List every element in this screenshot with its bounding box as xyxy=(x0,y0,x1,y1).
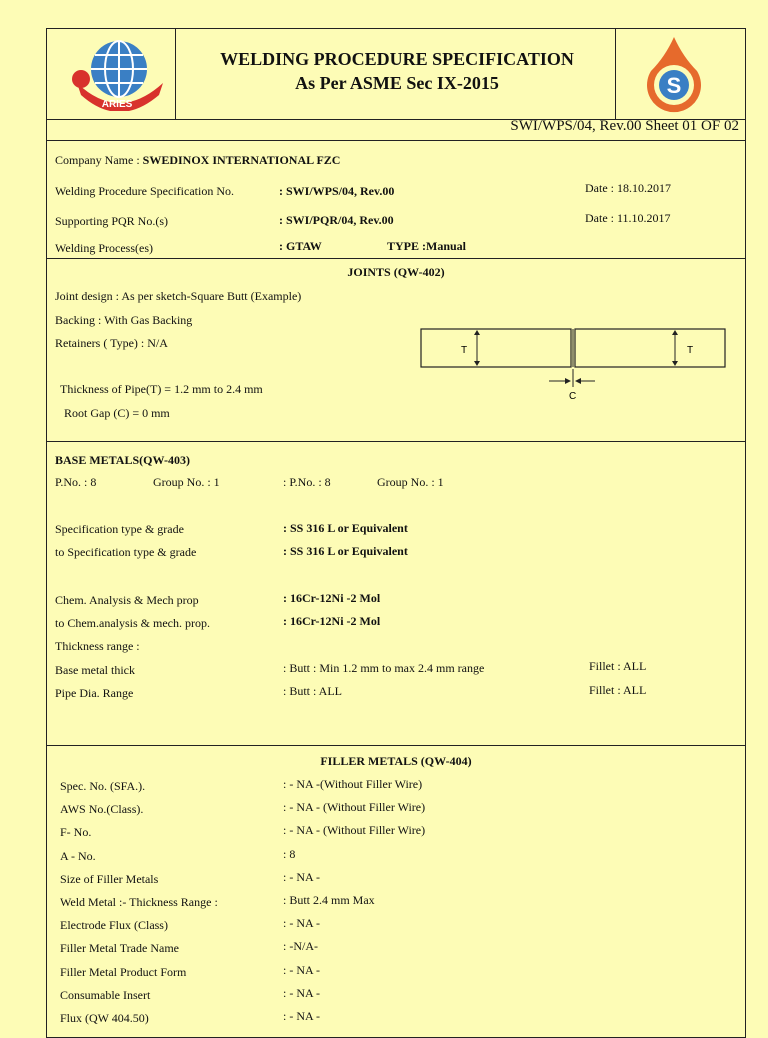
wps-no-label: Welding Procedure Specification No. xyxy=(55,184,234,198)
backing: Backing : With Gas Backing xyxy=(55,313,193,327)
filler-row-label: Filler Metal Trade Name xyxy=(60,941,179,956)
base-thick-label: Base metal thick xyxy=(55,663,135,677)
filler-row-label: Spec. No. (SFA.). xyxy=(60,779,146,793)
pipe-dia-value: : Butt : ALL xyxy=(283,684,343,698)
filler-row-label: Consumable Insert xyxy=(60,987,151,1002)
pipe-dia-label: Pipe Dia. Range xyxy=(55,686,134,700)
chem-analysis-label: Chem. Analysis & Mech prop xyxy=(55,593,199,607)
joint-design: Joint design : As per sketch-Square Butt (Example) xyxy=(55,289,302,303)
swedinox-logo-letter: S xyxy=(666,73,682,98)
pipe-dia-fillet: Fillet : ALL xyxy=(589,683,647,697)
group-1: Group No. : 1 xyxy=(153,475,220,489)
pipe-thickness: Thickness of Pipe(T) = 1.2 mm to 2.4 mm xyxy=(60,382,263,396)
filler-row-value: : - NA - xyxy=(283,916,320,931)
filler-row-label: AWS No.(Class). xyxy=(60,802,144,817)
filler-row-value: : - NA - xyxy=(283,869,320,884)
aries-logo xyxy=(59,33,169,111)
process-label: Welding Process(es) xyxy=(55,241,154,255)
filler-row-value: : - NA - xyxy=(283,985,320,1000)
pqr-no-label: Supporting PQR No.(s) xyxy=(55,214,169,228)
chem-analysis-value: : 16Cr-12Ni -2 Mol xyxy=(283,591,381,605)
company-row xyxy=(55,153,340,168)
filler-row-label: Electrode Flux (Class) xyxy=(60,918,168,933)
filler-row-value: : - NA - xyxy=(283,962,320,977)
filler-row-label: Size of Filler Metals xyxy=(60,871,159,886)
process-value: : GTAW xyxy=(279,239,322,253)
spec-grade-label: Specification type & grade xyxy=(55,522,184,536)
sketch-t-right: T xyxy=(687,345,694,356)
to-chem-analysis-value: : 16Cr-12Ni -2 Mol xyxy=(283,614,381,628)
group-2: Group No. : 1 xyxy=(377,475,444,489)
filler-row-value: : - NA -(Without Filler Wire) xyxy=(283,777,423,791)
page-subtitle: As Per ASME Sec IX-2015 xyxy=(295,73,499,93)
filler-row-label: Filler Metal Product Form xyxy=(60,964,187,979)
filler-row-value: : - NA - xyxy=(283,1009,320,1023)
to-spec-grade-label: to Specification type & grade xyxy=(55,545,197,559)
filler-row-value: : - NA - (Without Filler Wire) xyxy=(283,823,426,838)
to-chem-analysis-label: to Chem.analysis & mech. prop. xyxy=(55,616,210,630)
company-label: Company Name : xyxy=(55,153,140,167)
filler-row-label: A - No. xyxy=(60,848,96,863)
wps-date: Date : 18.10.2017 xyxy=(585,181,671,195)
process-type: TYPE :Manual xyxy=(387,239,467,253)
filler-row-label: Weld Metal :- Thickness Range : xyxy=(60,895,218,909)
sketch-t-left: T xyxy=(461,345,468,356)
joint-sketch xyxy=(419,325,729,405)
pno-1: P.No. : 8 xyxy=(55,475,97,489)
wps-no-value: : SWI/WPS/04, Rev.00 xyxy=(279,184,395,198)
to-spec-grade-value: : SS 316 L or Equivalent xyxy=(283,544,408,558)
spec-grade-value: : SS 316 L or Equivalent xyxy=(283,521,408,535)
base-thick-value: : Butt : Min 1.2 mm to max 2.4 mm range xyxy=(283,661,485,675)
filler-row-label: F- No. xyxy=(60,825,92,840)
thickness-range-label: Thickness range : xyxy=(55,639,140,653)
filler-row-value: : 8 xyxy=(283,846,296,861)
pqr-no-value: : SWI/PQR/04, Rev.00 xyxy=(279,213,394,227)
joints-title: JOINTS (QW-402) xyxy=(347,265,445,279)
company-value: SWEDINOX INTERNATIONAL FZC xyxy=(142,153,341,167)
sketch-c-label: C xyxy=(569,391,577,402)
pno-2: : P.No. : 8 xyxy=(283,475,331,489)
base-thick-fillet: Fillet : ALL xyxy=(589,659,647,673)
document-reference: SWI/WPS/04, Rev.00 Sheet 01 OF 02 xyxy=(510,118,739,134)
page-title: WELDING PROCEDURE SPECIFICATION xyxy=(220,49,574,69)
wps-form xyxy=(46,28,746,1038)
pqr-date: Date : 11.10.2017 xyxy=(585,211,671,225)
filler-row-value: : Butt 2.4 mm Max xyxy=(283,893,375,907)
filler-metals-title: FILLER METALS (QW-404) xyxy=(320,754,472,768)
retainers: Retainers ( Type) : N/A xyxy=(55,336,168,350)
filler-row-label: Flux (QW 404.50) xyxy=(60,1011,149,1025)
base-metals-title: BASE METALS(QW-403) xyxy=(55,453,191,467)
swedinox-logo xyxy=(639,35,709,115)
filler-row-value: : - NA - (Without Filler Wire) xyxy=(283,800,426,815)
aries-logo-text: ARIES xyxy=(101,99,133,110)
filler-row-value: : -N/A- xyxy=(283,939,318,954)
root-gap: Root Gap (C) = 0 mm xyxy=(64,406,170,420)
